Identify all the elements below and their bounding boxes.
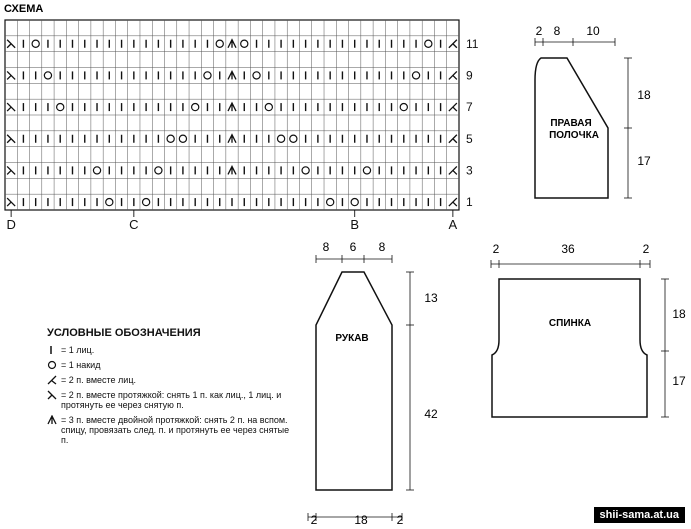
sleeve-piece (308, 240, 438, 527)
yarn-over-icon (253, 72, 260, 79)
sleeve-top-dim-2: 6 (349, 240, 357, 254)
yarn-over-icon (44, 72, 51, 79)
back-top-dim-1: 2 (492, 242, 500, 256)
legend-item-k2tog (47, 375, 297, 385)
ssk-icon (7, 103, 15, 111)
right-front-top-dim-1: 2 (535, 24, 543, 38)
column-markers (6, 210, 457, 232)
knitting-chart (5, 20, 459, 210)
yarn-over-icon (47, 360, 61, 370)
yarn-over-icon (363, 167, 370, 174)
yarn-over-icon (241, 40, 248, 47)
back-label: СПИНКА (548, 318, 592, 329)
legend-text: = 2 п. вместе лиц. (61, 375, 136, 385)
sleeve-side-dim-2: 42 (424, 407, 438, 421)
s2kpo-icon (228, 135, 236, 143)
right-front-piece (535, 24, 651, 198)
sleeve-bottom-dim-1: 2 (310, 513, 318, 527)
right-front-side-dim-1: 18 (637, 88, 651, 102)
legend-title: УСЛОВНЫЕ ОБОЗНАЧЕНИЯ (47, 327, 201, 339)
back-side-dim-1: 18 (672, 307, 686, 321)
back-top-dim-3: 2 (642, 242, 650, 256)
ssk-icon (7, 166, 15, 174)
legend-text: = 1 накид (61, 360, 101, 370)
back-outline (492, 279, 647, 417)
column-marker-label: B (350, 217, 360, 232)
sleeve-label: РУКАВ (335, 333, 369, 344)
legend (47, 345, 297, 450)
yarn-over-icon (204, 72, 211, 79)
chart-symbols (7, 40, 457, 206)
ssk-icon (7, 198, 15, 206)
k2tog-icon (47, 375, 61, 385)
k2tog-icon (449, 135, 457, 143)
s2kpo-icon (228, 166, 236, 174)
yarn-over-icon (351, 198, 358, 205)
yarn-over-icon (57, 103, 64, 110)
back-side-dim-2: 17 (672, 374, 686, 388)
s2kpo-icon (228, 40, 236, 48)
yarn-over-icon (143, 198, 150, 205)
legend-item-ssk (47, 390, 297, 410)
yarn-over-icon (265, 103, 272, 110)
row-number: 1 (466, 195, 473, 210)
legend-item-s2kpo (47, 415, 297, 445)
legend-text: = 1 лиц. (61, 345, 95, 355)
yarn-over-icon (167, 135, 174, 142)
k2tog-icon (449, 40, 457, 48)
row-number: 3 (466, 163, 473, 178)
yarn-over-icon (302, 167, 309, 174)
sleeve-top-dim-3: 8 (378, 240, 386, 254)
k2tog-icon (449, 71, 457, 79)
watermark: shii-sama.at.ua (594, 507, 685, 523)
sleeve-bottom-dim-2: 18 (354, 513, 368, 527)
yarn-over-icon (400, 103, 407, 110)
chart-title: СХЕМА (4, 3, 44, 15)
yarn-over-icon (216, 40, 223, 47)
right-front-top-dim-2: 8 (553, 24, 561, 38)
legend-item-knit (47, 345, 297, 355)
yarn-over-icon (93, 167, 100, 174)
column-marker-label: C (129, 217, 139, 232)
yarn-over-icon (412, 72, 419, 79)
yarn-over-icon (179, 135, 186, 142)
row-numbers (466, 37, 479, 209)
sleeve-outline (316, 272, 392, 490)
yarn-over-icon (106, 198, 113, 205)
sleeve-top-dim-1: 8 (322, 240, 330, 254)
row-number: 7 (466, 100, 473, 115)
sleeve-bottom-dim-3: 2 (396, 513, 404, 527)
k2tog-icon (449, 198, 457, 206)
ssk-icon (7, 40, 15, 48)
k2tog-icon (449, 166, 457, 174)
right-front-side-dim-2: 17 (637, 154, 651, 168)
legend-text: = 2 п. вместе протяжкой: снять 1 п. как лиц., 1 лиц. и протянуть ее через снятую п. (61, 390, 282, 410)
yarn-over-icon (425, 40, 432, 47)
yarn-over-icon (32, 40, 39, 47)
yarn-over-icon (327, 198, 334, 205)
ssk-icon (7, 71, 15, 79)
row-number: 9 (466, 68, 473, 83)
ssk-icon (47, 390, 61, 410)
legend-item-yarn-over (47, 360, 297, 370)
back-piece (491, 242, 686, 417)
yarn-over-icon (192, 103, 199, 110)
column-marker-label: A (448, 217, 458, 232)
right-front-label-2: ПОЛОЧКА (549, 130, 599, 141)
back-top-dim-2: 36 (561, 242, 575, 256)
yarn-over-icon (277, 135, 284, 142)
sleeve-side-dim-1: 13 (424, 291, 438, 305)
s2kpo-icon (228, 103, 236, 111)
row-number: 11 (466, 36, 479, 51)
s2kpo-icon (47, 415, 61, 445)
yarn-over-icon (290, 135, 297, 142)
row-number: 5 (466, 131, 473, 146)
right-front-top-dim-3: 10 (586, 24, 600, 38)
right-front-label-1: ПРАВАЯ (550, 118, 592, 129)
column-marker-label: D (6, 217, 16, 232)
ssk-icon (7, 135, 15, 143)
k2tog-icon (449, 103, 457, 111)
knit-icon (47, 345, 61, 355)
yarn-over-icon (155, 167, 162, 174)
legend-text: = 3 п. вместе двойной протяжкой: снять 2 п. на вспом. спицу, провязать след. п. и протянуть ее через снятые п. (61, 415, 290, 445)
s2kpo-icon (228, 71, 236, 79)
